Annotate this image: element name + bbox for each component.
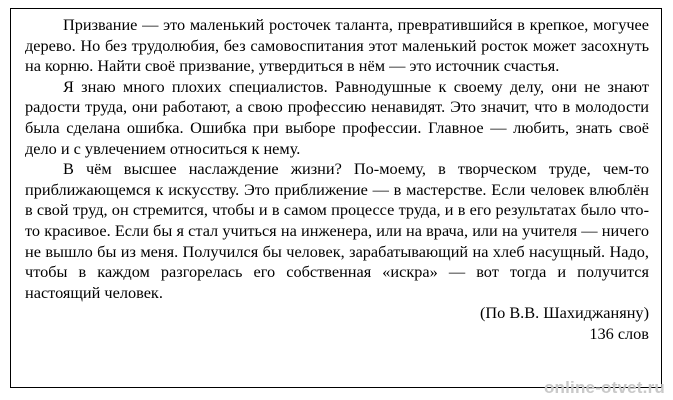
paragraph-1: Призвание — это маленький росточек таланта, превратившийся в крепкое, могучее дерево. Но без трудолюбия, без самовоспитания этот маленький росток может засохнуть на корню. Найти своё призвание, утвердиться в нём — это источник счастья.	[25, 15, 649, 76]
word-count: 136 слов	[589, 323, 649, 343]
attribution: (По В.В. Шахиджаняну)	[479, 303, 649, 323]
site-watermark: online-otvet.ru	[543, 378, 665, 397]
paragraph-2: Я знаю много плохих специалистов. Равнодушные к своему делу, они не знают радости труда, они работают, а свою профессию ненавидят. Это значит, что в молодости была сделана ошибка. Ошибка при выборе профессии. Главное — любить, знать своё дело и с увлечением относиться к нему.	[25, 76, 649, 158]
text-frame	[10, 8, 662, 388]
paragraph-3: В чём высшее наслаждение жизни? По-моему, в творческом труде, чем-то приближающемся к искусству. Это приближение — в мастерстве. Если человек влюблён в свой труд, он стремится, чтобы и в самом процессе труда, и в его результатах было что-то красивое. Если бы я стал учиться на инженера, или на врача, или на учителя — ничего не вышло бы из меня. Получился бы человек, зарабатывающий на хлеб насущный. Надо, чтобы в каждом разгорелась его собственная «искра» — вот тогда и получится настоящий человек.	[25, 159, 649, 302]
